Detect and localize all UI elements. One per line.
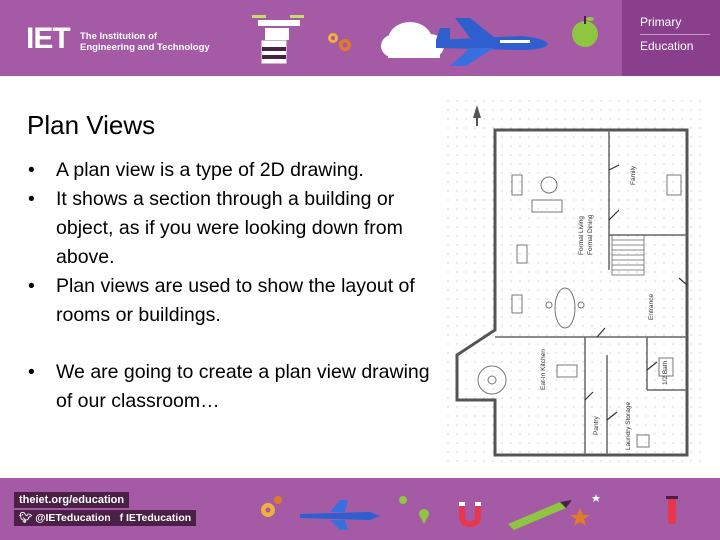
slide-title: Plan Views (27, 110, 156, 140)
apple-icon (572, 16, 598, 47)
bullet-list (28, 156, 443, 416)
primary-education-panel (622, 0, 720, 76)
cloud-icon (381, 22, 444, 58)
primary-label: Primary (640, 15, 682, 29)
bullet-item: • We are going to create a plan view drawing of our classroom… (28, 358, 443, 416)
test-tube-icon (666, 496, 678, 524)
room-label-formal-living: Formal Living (578, 215, 585, 255)
facebook-handle[interactable]: IETeducation (126, 512, 192, 524)
magnet-icon (459, 502, 481, 524)
website-link[interactable]: theiet.org/education (14, 492, 129, 508)
room-label-formal-dining: Formal Dining (587, 214, 594, 255)
gears-icon (328, 33, 351, 51)
floor-plan-drawing (447, 100, 705, 468)
bullet-item: • Plan views are used to show the layout of rooms or buildings. (28, 272, 443, 330)
room-label-half-bath: 1/2 Bath (662, 360, 669, 385)
logo-line-1: The Institution of (80, 31, 158, 42)
pencil-icon (508, 500, 572, 530)
gear-icon (261, 496, 282, 517)
star-icon (570, 494, 600, 526)
education-label: Education (640, 39, 694, 53)
iet-logo-text (80, 31, 210, 53)
badge-divider (640, 34, 710, 35)
footer-band (0, 478, 720, 540)
twitter-icon: 🐦︎ (19, 512, 33, 524)
social-handles (14, 510, 196, 526)
location-pin-icon (399, 496, 407, 504)
twitter-handle[interactable]: @IETeducation (35, 512, 111, 524)
room-label-pantry: Pantry (593, 416, 600, 435)
iet-logo-mark: IET (26, 22, 70, 55)
drone-icon (252, 15, 304, 63)
bullet-item: • A plan view is a type of 2D drawing. (28, 156, 443, 185)
location-pin-icon (419, 509, 429, 524)
drone-plane-icon (300, 500, 380, 530)
footer-illustrations (0, 478, 720, 540)
bullet-item: • It shows a section through a building or object, as if you were looking down from above. (28, 185, 443, 272)
room-label-laundry-storage: Laundry Storage (625, 401, 632, 450)
logo-line-2: Engineering and Technology (80, 42, 210, 53)
room-label-eat-in-kitchen: Eat-In Kitchen (540, 349, 547, 390)
room-label-family: Family (630, 165, 637, 185)
plane-icon (436, 18, 548, 66)
facebook-icon: f (119, 512, 124, 524)
room-label-entrance: Entrance (648, 293, 655, 320)
